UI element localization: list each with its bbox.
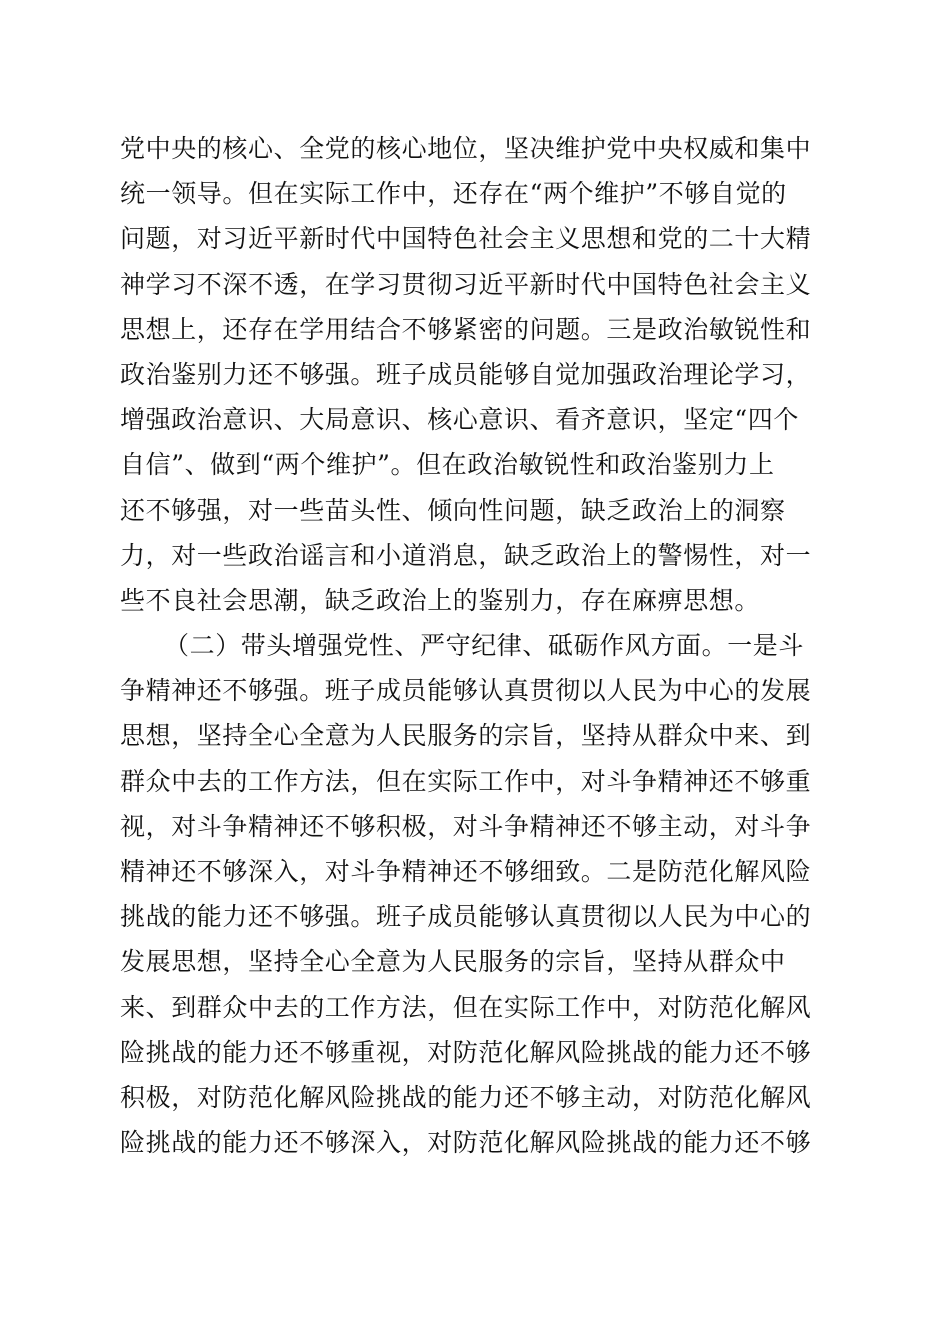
text-line: 思想，坚持全心全意为人民服务的宗旨，坚持从群众中来、到 [120, 721, 812, 751]
text-line: 挑战的能力还不够强。班子成员能够认真贯彻以人民为中心的 [120, 902, 812, 932]
text-line: 政治鉴别力还不够强。班子成员能够自觉加强政治理论学习， [120, 359, 812, 389]
text-line: 增强政治意识、大局意识、核心意识、看齐意识，坚定“四个 [120, 405, 799, 435]
text-line: 险挑战的能力还不够深入，对防范化解风险挑战的能力还不够 [120, 1128, 812, 1158]
text-line: 视，对斗争精神还不够积极，对斗争精神还不够主动，对斗争 [120, 811, 812, 841]
text-line: 神学习不深不透，在学习贯彻习近平新时代中国特色社会主义 [120, 269, 812, 299]
text-line: 来、到群众中去的工作方法，但在实际工作中，对防范化解风 [120, 992, 812, 1022]
text-line: 积极，对防范化解风险挑战的能力还不够主动，对防范化解风 [120, 1082, 812, 1112]
text-line: 些不良社会思潮，缺乏政治上的鉴别力，存在麻痹思想。 [120, 585, 761, 615]
text-line: 统一领导。但在实际工作中，还存在“两个维护”不够自觉的 [120, 179, 787, 209]
text-line: 思想上，还存在学用结合不够紧密的问题。三是政治敏锐性和 [120, 314, 812, 344]
text-line: 群众中去的工作方法，但在实际工作中，对斗争精神还不够重 [120, 766, 812, 796]
text-line: 争精神还不够强。班子成员能够认真贯彻以人民为中心的发展 [120, 676, 812, 706]
text-line: 党中央的核心、全党的核心地位，坚决维护党中央权威和集中 [120, 134, 812, 163]
text-line: 精神还不够深入，对斗争精神还不够细致。二是防范化解风险 [120, 857, 812, 886]
text-line: 自信”、做到“两个维护”。但在政治敏锐性和政治鉴别力上 [120, 450, 775, 480]
text-line: 险挑战的能力还不够重视，对防范化解风险挑战的能力还不够 [120, 1037, 812, 1067]
text-line: 问题，对习近平新时代中国特色社会主义思想和党的二十大精 [120, 224, 812, 254]
body-text [120, 126, 820, 1165]
section-heading-line: （二）带头增强党性、严守纪律、砥砺作风方面。一是斗 [164, 631, 805, 661]
text-line: 发展思想，坚持全心全意为人民服务的宗旨，坚持从群众中 [120, 947, 786, 977]
text-line: 还不够强，对一些苗头性、倾向性问题，缺乏政治上的洞察 [120, 495, 786, 525]
text-line: 力，对一些政治谣言和小道消息，缺乏政治上的警惕性，对一 [120, 540, 812, 570]
